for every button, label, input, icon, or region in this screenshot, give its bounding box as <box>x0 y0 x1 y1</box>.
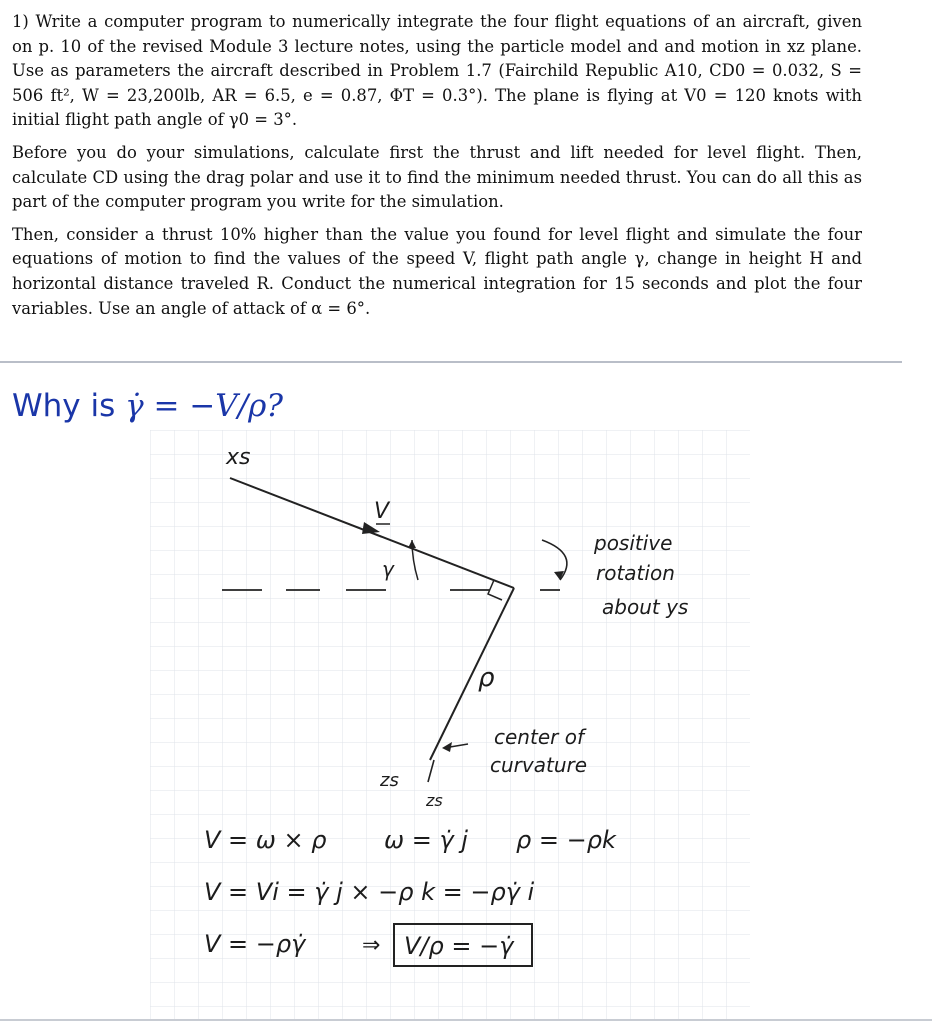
problem-statement <box>12 10 862 329</box>
gamma-label: γ <box>382 557 394 581</box>
xs-label: xs <box>226 445 251 470</box>
note-center-line2: curvature <box>490 753 588 777</box>
section-divider <box>0 361 902 363</box>
equation-3b: ⇒ <box>362 933 381 958</box>
bottom-divider <box>0 1019 932 1021</box>
v-label: V <box>374 499 390 524</box>
slide-title-text: Why is <box>12 388 126 424</box>
equation-1a: V = ω × ρ <box>204 826 327 854</box>
handwritten-sketch <box>150 430 750 1020</box>
rho-label: ρ <box>478 663 495 693</box>
equation-3c: V/ρ = −γ̇ <box>404 932 514 960</box>
slide-title <box>12 386 283 426</box>
slide-title-math: γ̇ = −V/ρ? <box>125 388 283 424</box>
problem-paragraph-3: Then, consider a thrust 10% higher than the value you found for level flight and simulate the four equations of motion to find the values of the speed V, flight path angle γ, change in height H and horizontal distance traveled R. Conduct the numerical integration for 15 seconds and plot the four variables. Use an angle of attack of α = 6°. <box>12 224 862 318</box>
problem-paragraph-1: 1) Write a computer program to numerically integrate the four flight equations of an aircraft, given on p. 10 of the revised Module 3 lecture notes, using the particle model and and motion in xz plane. Use as parameters the aircraft described in Problem 1.7 (Fairchild Republic A10, CD0 = 0.032, S = 506 ft², W = 23,200lb, AR = 6.5, e = 0.87, ΦT = 0.3°). The plane is flying at V0 = 120 knots with initial flight path angle of γ0 = 3°. <box>12 12 862 130</box>
equation-3a: V = −ργ̇ <box>204 930 306 958</box>
equation-1c: ρ = −ρk <box>516 826 616 854</box>
note-positive-line1: positive <box>594 531 673 555</box>
equation-1b: ω = γ̇ j <box>384 826 468 854</box>
zs-label: zs <box>380 770 399 791</box>
note-center-line1: center of <box>494 725 584 749</box>
zs-faint-label: zs <box>426 791 443 810</box>
note-positive-line2: rotation <box>596 561 675 585</box>
equation-2: V = Vi = γ̇ j × −ρ k = −ργ̇ i <box>204 878 535 906</box>
problem-paragraph-2: Before you do your simulations, calculate first the thrust and lift needed for level flight. Then, calculate CD using the drag polar and use it to find the minimum needed thrust. You can do all this as part of the computer program you write for the simulation. <box>12 142 862 212</box>
note-positive-line3: about ys <box>602 595 689 619</box>
